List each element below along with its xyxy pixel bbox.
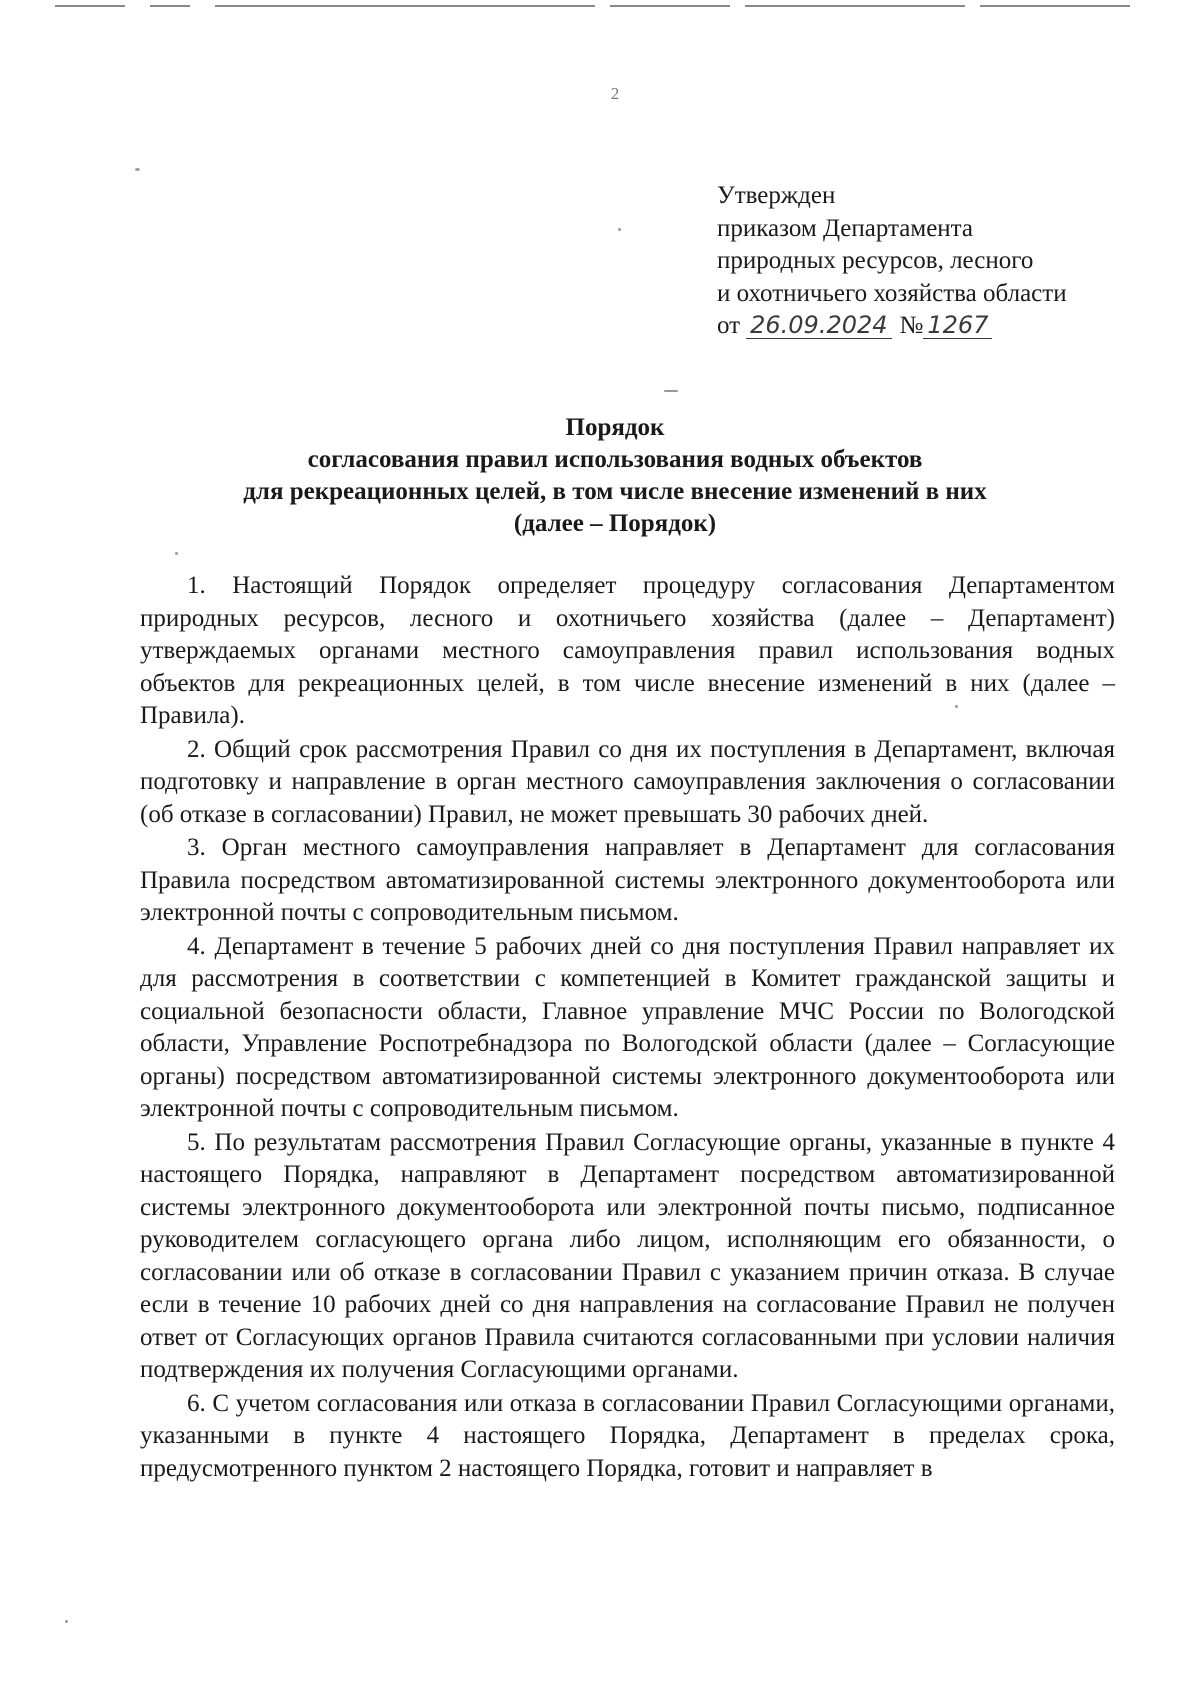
- paragraph-2: 2. Общий срок рассмотрения Правил со дня их поступления в Департамент, включая подготовку и направление в орган местного самоуправления заключения о согласовании (об отказе в согласовании) Правил, не может превышать 30 рабочих дней.: [140, 735, 1115, 828]
- scan-speck: [664, 390, 678, 392]
- document-body: [140, 570, 1115, 1486]
- approval-line-department: природных ресурсов, лесного: [717, 247, 1034, 274]
- scan-speck: [618, 228, 621, 231]
- approval-block: [717, 180, 1067, 343]
- title-line-3: для рекреационных целей, в том числе внесение изменений в них: [243, 478, 987, 505]
- scan-speck: [65, 1620, 68, 1623]
- scan-speck: [175, 552, 178, 555]
- title-line-2: согласования правил использования водных объектов: [307, 446, 923, 473]
- paragraph-6: 6. С учетом согласования или отказа в согласовании Правил Согласующими органами, указанными в пункте 4 настоящего Порядка, Департамент в пределах срока, предусмотренного пунктом 2 настоящего Порядка, готовит и направляет в: [140, 1389, 1115, 1482]
- page-number: 2: [610, 84, 620, 103]
- paragraph-4: 4. Департамент в течение 5 рабочих дней со дня поступления Правил направляет их для рассмотрения в соответствии с компетенцией в Комитет гражданской защиты и социальной безопасности области, Главное управление МЧС России по Вологодской области, Управление Роспотребнадзора по Вологодской области (далее – Согласующие органы) посредством автоматизированной системы электронного документооборота или электронной почты с сопроводительным письмом.: [140, 932, 1115, 1122]
- paragraph-3: 3. Орган местного самоуправления направляет в Департамент для согласования Правила посредством автоматизированной системы электронного документооборота или электронной почты с сопроводительным письмом.: [140, 834, 1115, 926]
- approval-date-line: [717, 310, 1067, 343]
- handwritten-number: 1267: [923, 312, 992, 339]
- scan-speck: [135, 168, 140, 171]
- title-line-1: Порядок: [565, 414, 665, 441]
- approval-line-order: приказом Департамента: [717, 214, 973, 242]
- approval-line-approved: Утвержден: [717, 182, 836, 209]
- number-prefix: №: [899, 312, 924, 339]
- scan-edge-artifact: [0, 0, 1200, 14]
- paragraph-1: 1. Настоящий Порядок определяет процедуру согласования Департаментом природных ресурсов, лесного и охотничьего хозяйства (далее – Департамент) утверждаемых органами местного самоуправления правил использования водных объектов для рекреационных целей, в том числе внесение изменений в них (далее – Правила).: [140, 572, 1115, 729]
- date-prefix: от: [717, 312, 741, 339]
- approval-line-region: и охотничьего хозяйства области: [717, 279, 1067, 307]
- document-title: [140, 412, 1090, 540]
- handwritten-date: 26.09.2024: [746, 312, 891, 339]
- paragraph-5: 5. По результатам рассмотрения Правил Согласующие органы, указанные в пункте 4 настоящего Порядка, направляют в Департамент посредством автоматизированной системы электронного документооборота или электронной почты письмо, подписанное руководителем согласующего органа либо лицом, исполняющим его обязанности, о согласовании или об отказе в согласовании Правил с указанием причин отказа. В случае если в течение 10 рабочих дней со дня направления на согласование Правил не получен ответ от Согласующих органов Правила считаются согласованными при условии наличия подтверждения их получения Согласующими органами.: [140, 1128, 1115, 1383]
- title-line-4: (далее – Порядок): [513, 510, 717, 537]
